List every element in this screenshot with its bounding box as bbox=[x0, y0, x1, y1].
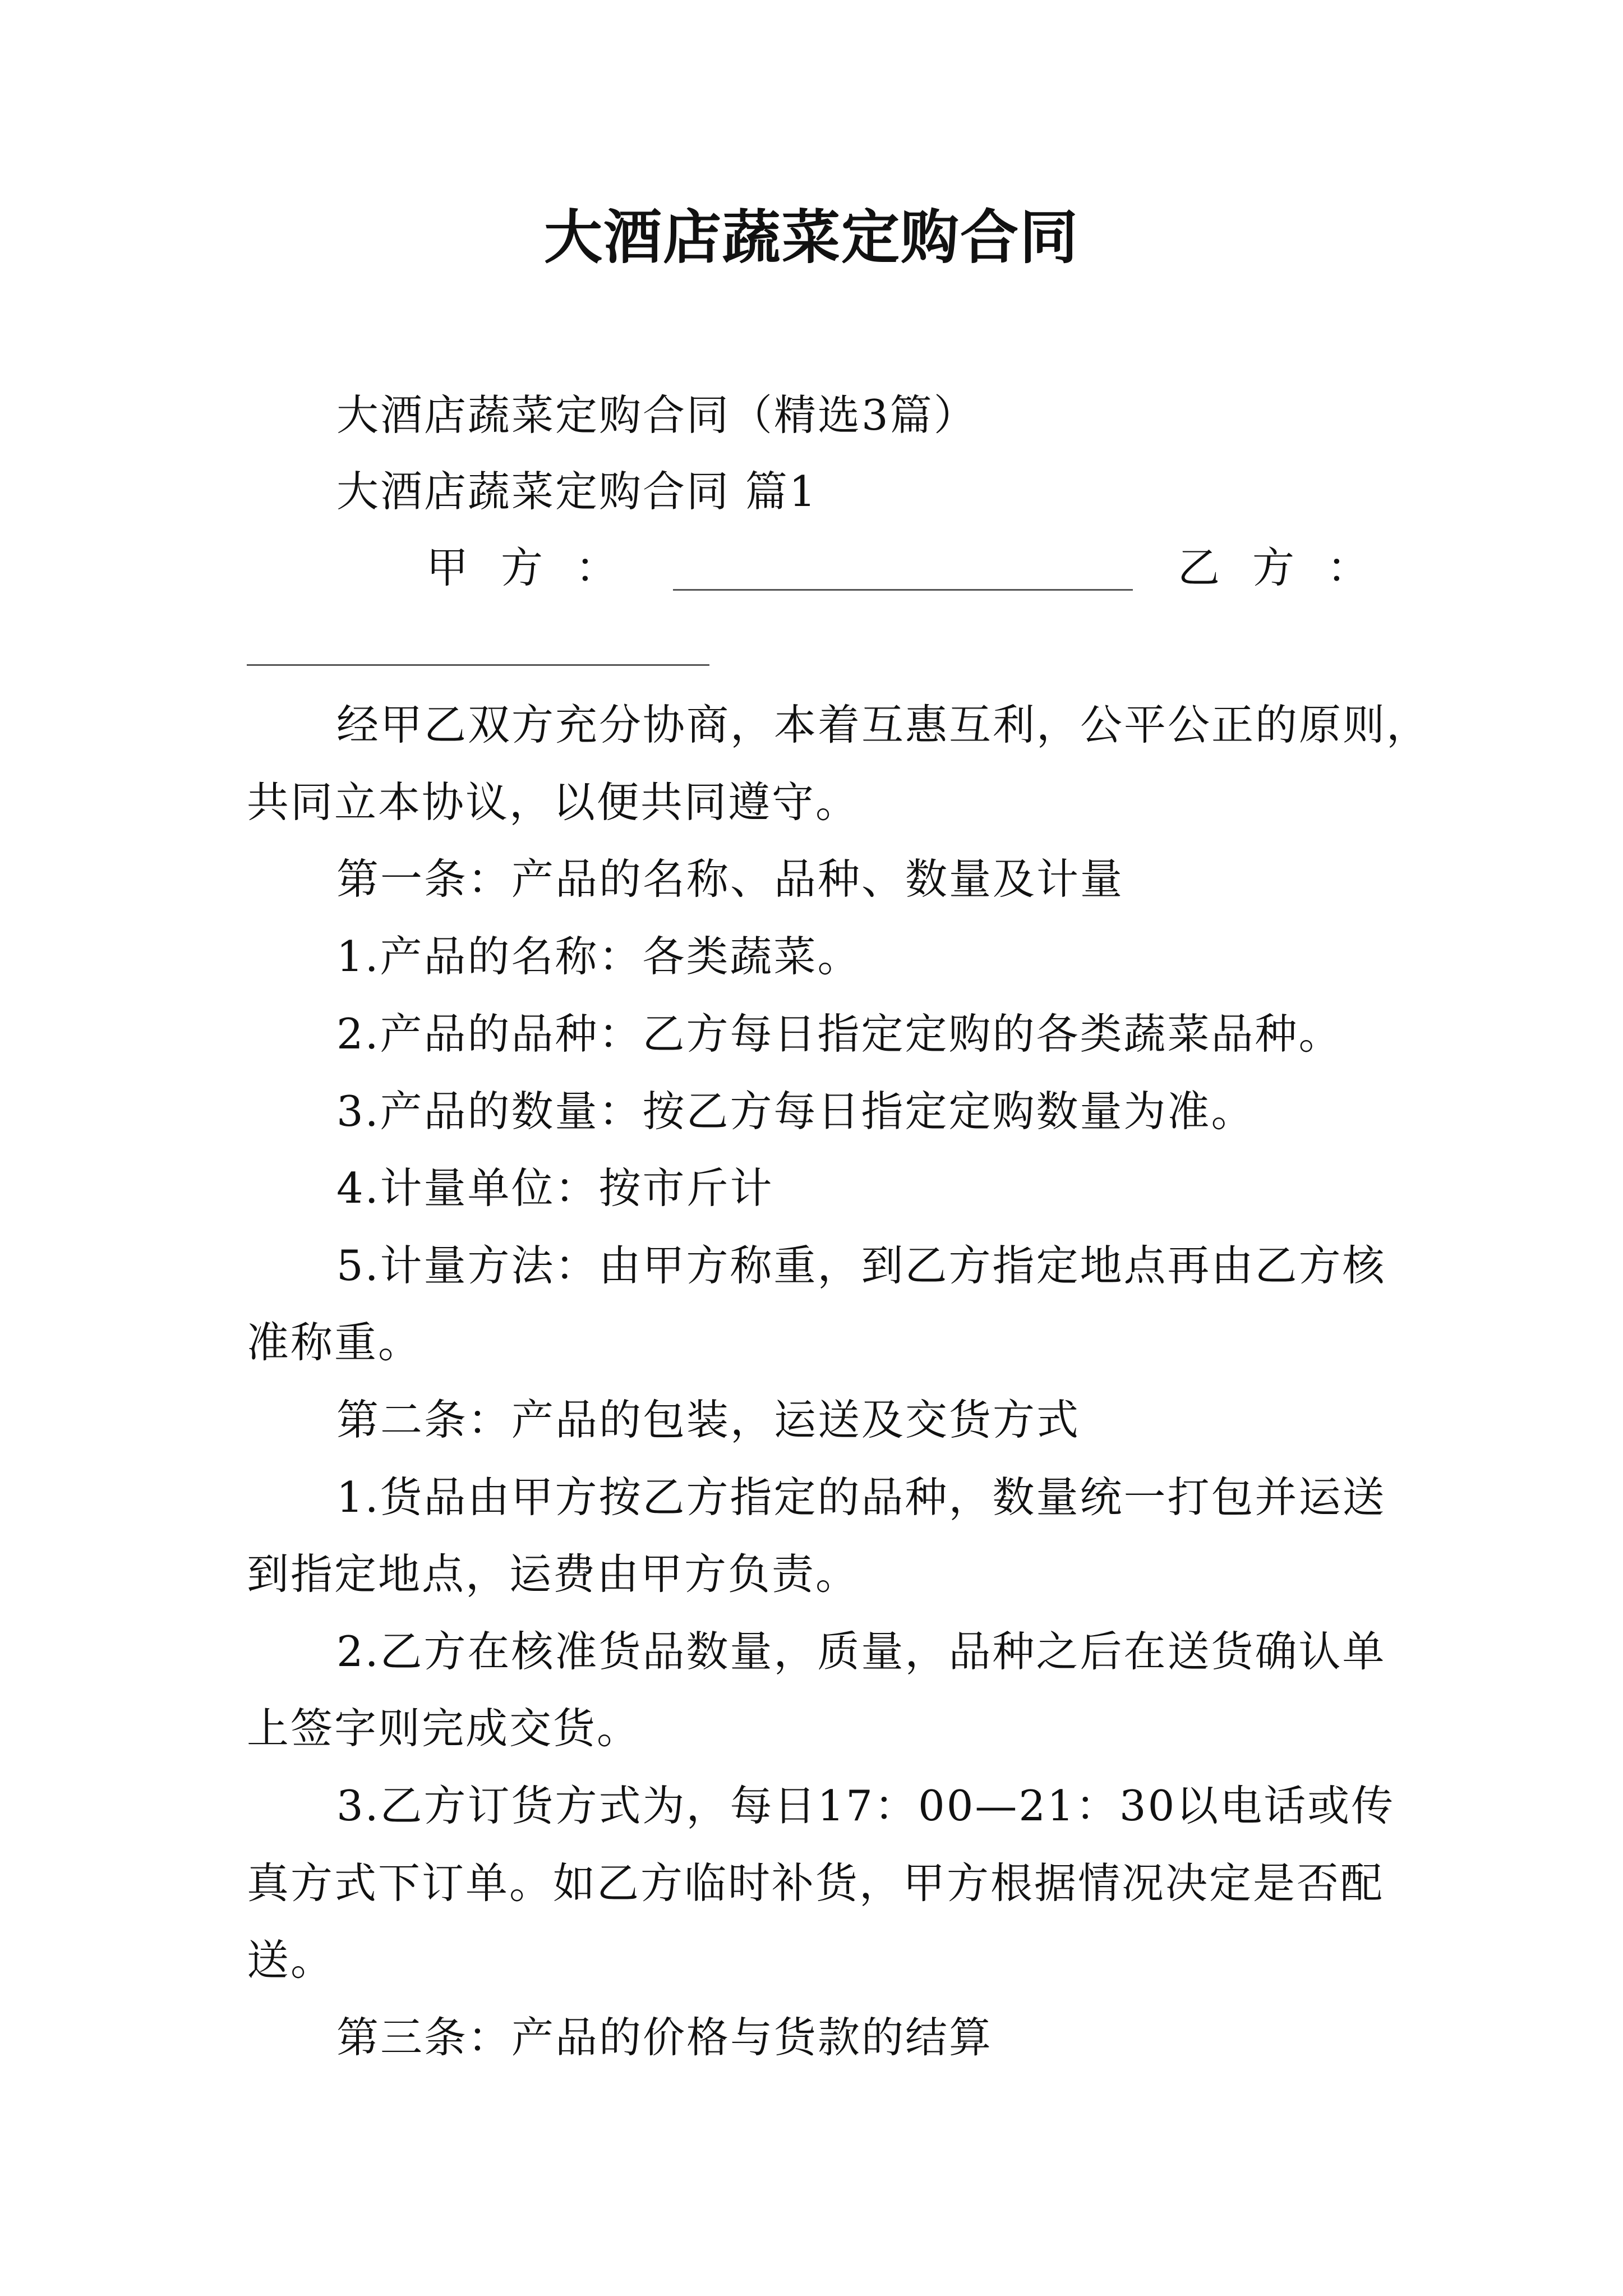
article-2-item-3-line-1: 3.乙方订货方式为，每日17：00—21：30以电话或传 bbox=[336, 1781, 1395, 1830]
article-2-item-2-line-1: 2.乙方在核准货品数量，质量，品种之后在送货确认单 bbox=[336, 1627, 1386, 1676]
article-2-heading: 第二条：产品的包装，运送及交货方式 bbox=[336, 1395, 1081, 1444]
article-1-item-2: 2.产品的品种：乙方每日指定定购的各类蔬菜品种。 bbox=[336, 1009, 1343, 1059]
party-b-label: 乙方： bbox=[1178, 543, 1402, 592]
party-b-blank-line bbox=[247, 664, 709, 666]
article-3-heading: 第三条：产品的价格与货款的结算 bbox=[336, 2013, 993, 2062]
article-1-heading: 第一条：产品的名称、品种、数量及计量 bbox=[336, 854, 1124, 904]
article-2-item-3-line-3: 送。 bbox=[247, 1935, 335, 1985]
article-1-item-5-line-2: 准称重。 bbox=[247, 1318, 422, 1367]
intro-paragraph-line-1: 经甲乙双方充分协商，本着互惠互利，公平公正的原则， bbox=[336, 700, 1431, 749]
party-row bbox=[0, 540, 1623, 596]
article-1-item-4: 4.计量单位：按市斤计 bbox=[336, 1163, 774, 1213]
document-subtitle: 大酒店蔬菜定购合同（精选3篇） bbox=[336, 390, 978, 440]
article-1-item-5-line-1: 5.计量方法：由甲方称重，到乙方指定地点再由乙方核 bbox=[336, 1241, 1386, 1290]
article-1-item-3: 3.产品的数量：按乙方每日指定定购数量为准。 bbox=[336, 1087, 1255, 1136]
party-a-blank-line bbox=[673, 589, 1133, 591]
intro-paragraph-line-2: 共同立本协议，以便共同遵守。 bbox=[247, 777, 860, 827]
article-2-item-2-line-2: 上签字则完成交货。 bbox=[247, 1704, 641, 1753]
party-a-label: 甲方： bbox=[426, 543, 651, 592]
section-heading: 大酒店蔬菜定购合同 篇1 bbox=[336, 467, 818, 516]
article-1-item-1: 1.产品的名称：各类蔬菜。 bbox=[336, 932, 861, 981]
article-2-item-1-line-1: 1.货品由甲方按乙方指定的品种，数量统一打包并运送 bbox=[336, 1473, 1386, 1522]
document-title: 大酒店蔬菜定购合同 bbox=[543, 203, 1079, 272]
article-2-item-3-line-2: 真方式下订单。如乙方临时补货，甲方根据情况决定是否配 bbox=[247, 1858, 1385, 1908]
article-2-item-1-line-2: 到指定地点，运费由甲方负责。 bbox=[247, 1549, 860, 1599]
